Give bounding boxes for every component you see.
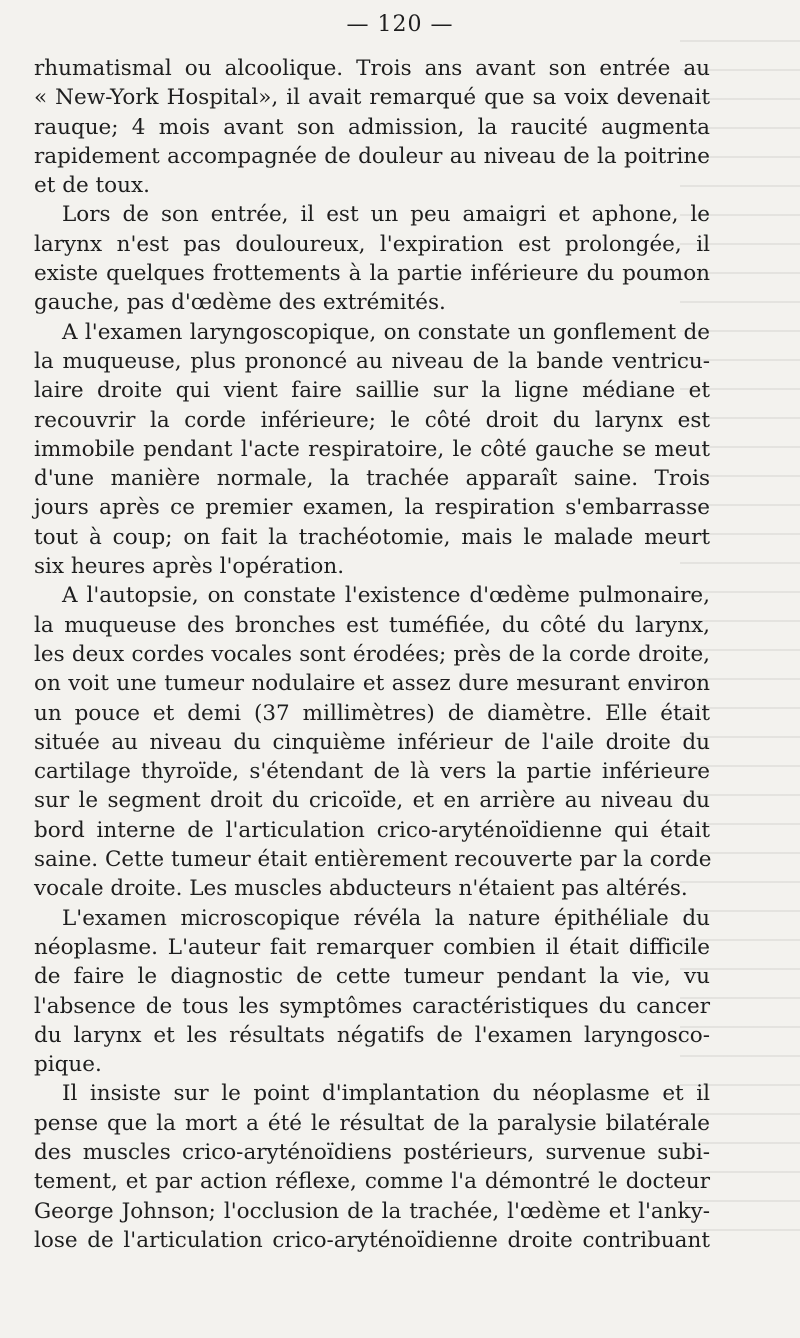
- body-text: [34, 54, 710, 1255]
- page-number: — 120 —: [346, 12, 454, 37]
- text-line: jours après ce premier examen, la respiration s'embarrasse: [34, 495, 710, 521]
- text-line: immobile pendant l'acte respiratoire, le côté gauche se meut: [34, 436, 710, 462]
- text-line: cartilage thyroïde, s'étendant de là vers la partie inférieure: [34, 759, 710, 785]
- text-line: laire droite qui vient faire saillie sur la ligne médiane et: [34, 378, 710, 404]
- text-line: la muqueuse, plus prononcé au niveau de la bande ventricu-: [34, 348, 710, 374]
- text-line: tout à coup; on fait la trachéotomie, mais le malade meurt: [34, 524, 710, 550]
- text-line: rhumatismal ou alcoolique. Trois ans avant son entrée au: [34, 56, 710, 81]
- text-line: la muqueuse des bronches est tuméfiée, du côté du larynx,: [34, 612, 710, 638]
- text-line: des muscles crico-aryténoïdiens postérieurs, survenue subi-: [34, 1139, 710, 1165]
- text-line: d'une manière normale, la trachée apparaît saine. Trois: [34, 466, 710, 492]
- text-line: pense que la mort a été le résultat de la paralysie bilatérale: [34, 1110, 710, 1136]
- text-line: George Johnson; l'occlusion de la trachée, l'œdème et l'anky-: [34, 1198, 710, 1224]
- text-line: située au niveau du cinquième inférieur de l'aile droite du: [34, 729, 710, 755]
- text-line: gauche, pas d'œdème des extrémités.: [34, 290, 446, 316]
- text-line: un pouce et demi (37 millimètres) de diamètre. Elle était: [34, 700, 710, 726]
- text-line: et de toux.: [34, 173, 150, 199]
- text-line: sur le segment droit du cricoïde, et en arrière au niveau du: [34, 788, 710, 814]
- text-line: existe quelques frottements à la partie inférieure du poumon: [34, 261, 710, 287]
- text-line: Lors de son entrée, il est un peu amaigri et aphone, le: [62, 202, 710, 228]
- text-line: on voit une tumeur nodulaire et assez dure mesurant environ: [34, 671, 710, 697]
- text-line: du larynx et les résultats négatifs de l'examen laryngosco-: [34, 1022, 710, 1048]
- text-line: vocale droite. Les muscles abducteurs n'étaient pas altérés.: [34, 876, 688, 902]
- text-line: A l'autopsie, on constate l'existence d'œdème pulmonaire,: [62, 583, 710, 609]
- text-line: six heures après l'opération.: [34, 554, 345, 580]
- text-line: L'examen microscopique révéla la nature épithéliale du: [62, 905, 710, 931]
- text-line: l'absence de tous les symptômes caractéristiques du cancer: [34, 993, 710, 1019]
- text-line: saine. Cette tumeur était entièrement recouverte par la corde: [34, 847, 712, 873]
- text-line: A l'examen laryngoscopique, on constate un gonflement de: [62, 319, 710, 345]
- text-line: Il insiste sur le point d'implantation du néoplasme et il: [62, 1081, 710, 1107]
- text-line: rapidement accompagnée de douleur au niveau de la poitrine: [34, 143, 710, 169]
- text-line: néoplasme. L'auteur fait remarquer combien il était difficile: [34, 934, 710, 960]
- text-line: rauque; 4 mois avant son admission, la raucité augmenta: [34, 114, 710, 140]
- text-line: « New-York Hospital», il avait remarqué que sa voix devenait: [34, 85, 710, 111]
- text-line: larynx n'est pas douloureux, l'expiration est prolongée, il: [34, 231, 710, 257]
- text-line: les deux cordes vocales sont érodées; près de la corde droite,: [34, 641, 710, 667]
- text-line: bord interne de l'articulation crico-aryténoïdienne qui était: [34, 817, 710, 843]
- text-line: de faire le diagnostic de cette tumeur pendant la vie, vu: [34, 964, 710, 990]
- text-line: pique.: [34, 1052, 102, 1078]
- text-line: tement, et par action réflexe, comme l'a démontré le docteur: [34, 1169, 710, 1195]
- text-line: recouvrir la corde inférieure; le côté droit du larynx est: [34, 407, 710, 433]
- text-line: lose de l'articulation crico-aryténoïdienne droite contribuant: [34, 1227, 710, 1253]
